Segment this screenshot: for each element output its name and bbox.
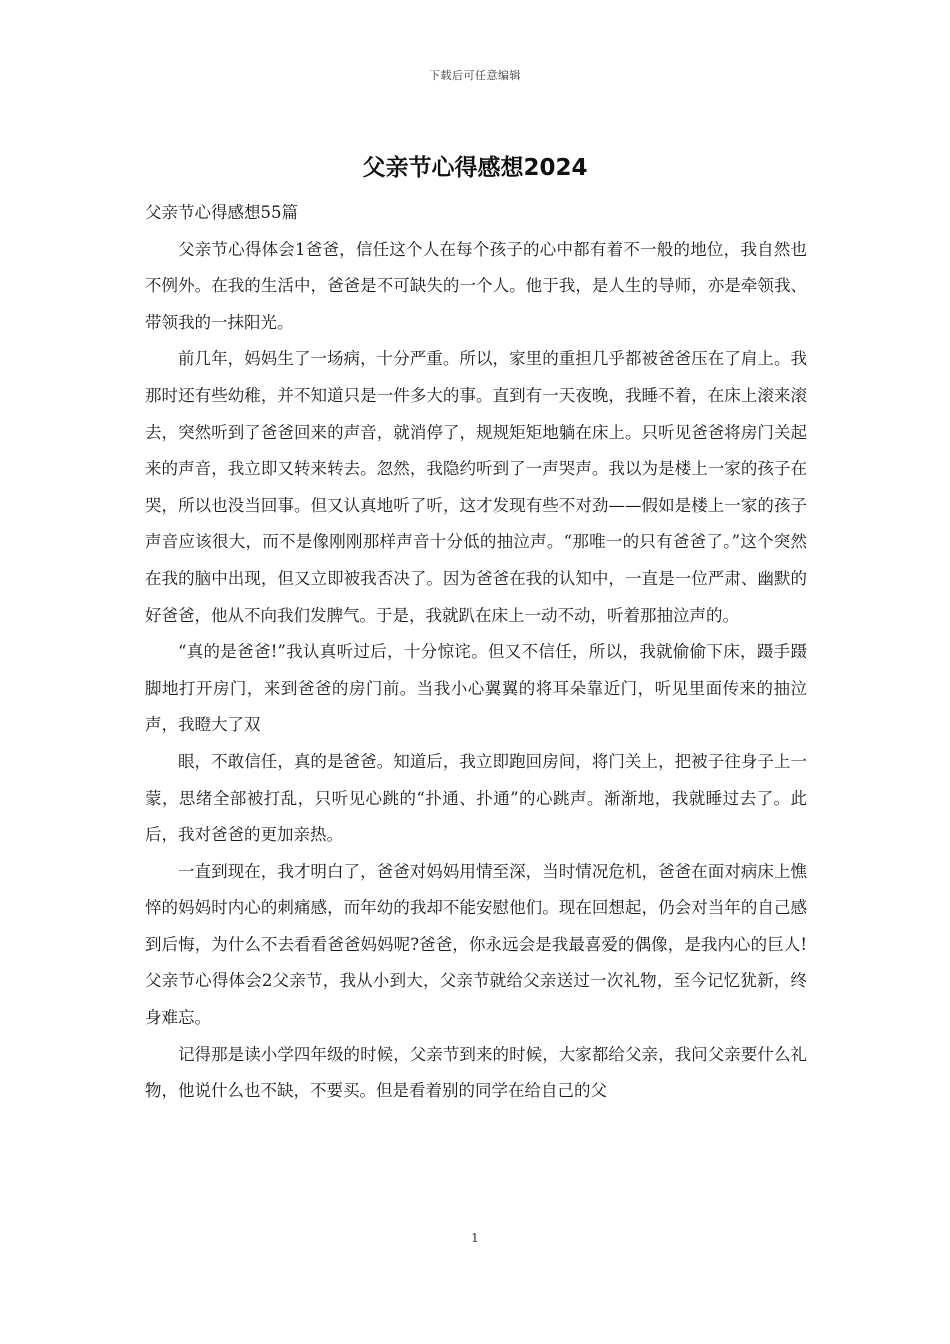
document-title: 父亲节心得感想2024 [362, 155, 588, 181]
paragraph: 记得那是读小学四年级的时候，父亲节到来的时候，大家都给父亲，我问父亲要什么礼物，他说什么也不缺，不要买。但是看着别的同学在给自己的父 [145, 1044, 807, 1101]
paragraph: 眼，不敢信任，真的是爸爸。知道后，我立即跑回房间，将门关上，把被子往身子上一蒙，思绪全部被打乱，只听见心跳的“扑通、扑通”的心跳声。渐渐地，我就睡过去了。此后，我对爸爸的更加亲热。 [145, 751, 807, 845]
paragraph: “真的是爸爸!”我认真听过后，十分惊诧。但又不信任，所以，我就偷偷下床，蹑手蹑脚地打开房门，来到爸爸的房门前。当我小心翼翼的将耳朵靠近门，听见里面传来的抽泣声，我瞪大了双 [145, 642, 807, 735]
paragraph: 父亲节心得体会1爸爸，信任这个人在每个孩子的心中都有着不一般的地位，我自然也不例外。在我的生活中，爸爸是不可缺失的一个人。他于我，是人生的导师，亦是牵领我、带领我的一抹阳光。 [145, 239, 807, 332]
document-body [145, 195, 807, 1110]
page-header-note: 下载后可任意编辑 [429, 69, 521, 82]
paragraph: 前几年，妈妈生了一场病，十分严重。所以，家里的重担几乎都被爸爸压在了肩上。我那时还有些幼稚，并不知道只是一件多大的事。直到有一天夜晚，我睡不着，在床上滚来滚去，突然听到了爸爸回来的声音，就消停了，规规矩矩地躺在床上。只听见爸爸将房门关起来的声音，我立即又转来转去。忽然，我隐约听到了一声哭声。我以为是楼上一家的孩子在哭，所以也没当回事。但又认真地听了听，这才发现有些不对劲——假如是楼上一家的孩子声音应该很大，而不是像刚刚那样声音十分低的抽泣声。“那唯一的只有爸爸了。”这个突然在我的脑中出现，但又立即被我否决了。因为爸爸在我的认知中，一直是一位严肃、幽默的好爸爸，他从不向我们发脾气。于是，我就趴在床上一动不动，听着那抽泣声的。 [145, 349, 807, 625]
document-subtitle: 父亲节心得感想55篇 [145, 203, 298, 222]
paragraph: 一直到现在，我才明白了，爸爸对妈妈用情至深，当时情况危机，爸爸在面对病床上憔悴的妈妈时内心的刺痛感，而年幼的我却不能安慰他们。现在回想起，仍会对当年的自己感到后悔，为什么不去看看爸爸妈妈呢?爸爸，你永远会是我最喜爱的偶像，是我内心的巨人!父亲节心得体会2父亲节，我从小到大，父亲节就给父亲送过一次礼物，至今记忆犹新，终身难忘。 [145, 861, 807, 1028]
page-number: 1 [471, 1231, 479, 1245]
